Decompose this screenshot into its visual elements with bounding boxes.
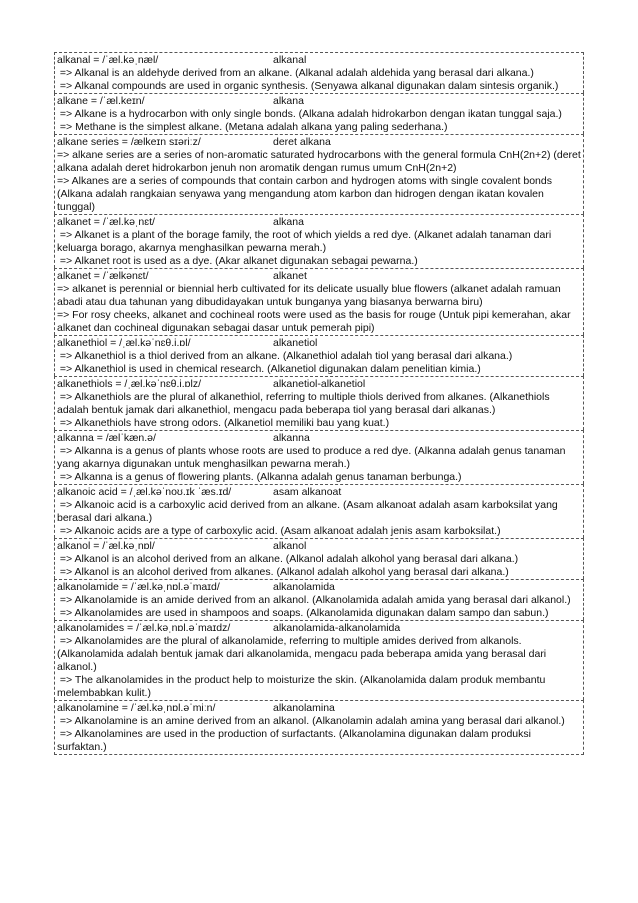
dictionary-entry — [54, 335, 584, 376]
entry-translation: alkanetiol-alkanetiol — [273, 378, 366, 390]
entry-translation: alkanet — [273, 270, 307, 282]
entry-header — [57, 270, 581, 283]
dictionary-entry — [54, 376, 584, 430]
example-sentence: => Alkanethiol is used in chemical research. (Alkanetiol digunakan dalam penelitian kimia.) — [57, 363, 481, 375]
entry-term: alkanal = /ˈæl.kəˌnæl/ — [57, 54, 159, 66]
entry-term: alkanolamides = /ˈæl.kəˌnɒl.əˈmaɪdz/ — [57, 622, 231, 634]
dictionary-entry — [54, 134, 584, 214]
example-sentence: => Methane is the simplest alkane. (Metana adalah alkana yang paling sederhana.) — [57, 121, 448, 133]
example-sentence: => Alkanethiols have strong odors. (Alkanetiol memiliki bau yang kuat.) — [57, 417, 390, 429]
entry-term: alkanet = /ˈæl.kəˌnɛt/ — [57, 216, 155, 228]
entry-translation: alkana — [273, 216, 304, 228]
example-sentence: => Alkanet is a plant of the borage family, the root of which yields a red dye. (Alkanet adalah tanaman dari keluarga borago, akarnya menghasilkan pewarna merah.) — [57, 229, 555, 254]
example-sentence: => Alkanal is an aldehyde derived from an alkane. (Alkanal adalah aldehida yang berasal dari alkana.) — [57, 67, 534, 79]
dictionary-entry — [54, 214, 584, 268]
entry-translation: alkanol — [273, 540, 307, 552]
entry-translation: alkanetiol — [273, 337, 318, 349]
example-sentence: => Alkanoic acid is a carboxylic acid derived from an alkane. (Asam alkanoat adalah asam karboksilat yang berasal dari alkana.) — [57, 499, 561, 524]
entry-term: alkanethiol = /ˌæl.kəˈnɛθ.i.ɒl/ — [57, 337, 191, 349]
entry-term: alkanna = /ælˈkæn.ə/ — [57, 432, 156, 444]
example-sentence: => Alkanolamides are the plural of alkanolamide, referring to multiple amides derived from alkanols. (Alkanolamida adalah bentuk jamak dari alkanolamida, mengacu pada beberapa amida yang berasal dari alkanol.) — [57, 635, 550, 673]
entry-term: alkanet = /ˈælkənɛt/ — [57, 270, 149, 282]
entry-header — [57, 432, 581, 445]
entry-translation: deret alkana — [273, 136, 331, 148]
entry-translation: alkanna — [273, 432, 310, 444]
entry-header — [57, 95, 581, 108]
entry-term: alkanolamide = /ˈæl.kəˌnɒl.əˈmaɪd/ — [57, 581, 220, 593]
example-sentence: => The alkanolamides in the product help to moisturize the skin. (Alkanolamida dalam produk membantu melembabkan kulit.) — [57, 674, 549, 699]
dictionary-entry — [54, 579, 584, 620]
example-sentence: => Alkanolamides are used in shampoos and soaps. (Alkanolamida digunakan dalam sampo dan sabun.) — [57, 607, 549, 619]
example-sentence: => alkane series are a series of non-aromatic saturated hydrocarbons with the general formula CnH(2n+2) (deret alkana adalah deret hidrokarbon jenuh non aromatik dengan rumus umum CnH(2n+2) — [57, 149, 584, 174]
dictionary-entry — [54, 268, 584, 335]
entry-term: alkane series = /ælkeɪn sɪəriːz/ — [57, 136, 201, 148]
entry-translation: alkanolamina — [273, 702, 335, 714]
example-sentence: => Alkanal compounds are used in organic synthesis. (Senyawa alkanal digunakan dalam sintesis organik.) — [57, 80, 559, 92]
entry-translation: alkana — [273, 95, 304, 107]
entry-translation: asam alkanoat — [273, 486, 342, 498]
entry-term: alkanoic acid = /ˌæl.kəˈnoʊ.ɪk ˈæs.ɪd/ — [57, 486, 232, 498]
dictionary-entry — [54, 52, 584, 93]
entry-header — [57, 622, 581, 635]
example-sentence: => Alkanes are a series of compounds that contain carbon and hydrogen atoms with single covalent bonds (Alkana adalah rangkaian senyawa yang mengandung atom karbon dan hidrogen dengan ikatan kovalen tunggal) — [57, 175, 555, 213]
dictionary-entry — [54, 484, 584, 538]
example-sentence: => Alkanol is an alcohol derived from alkanes. (Alkanol adalah alkohol yang berasal dari alkana.) — [57, 566, 509, 578]
example-sentence: => Alkanolamine is an amine derived from an alkanol. (Alkanolamin adalah amina yang berasal dari alkanol.) — [57, 715, 565, 727]
example-sentence: => Alkanethiol is a thiol derived from an alkane. (Alkanethiol adalah tiol yang berasal dari alkana.) — [57, 350, 513, 362]
example-sentence: => Alkanolamide is an amide derived from an alkanol. (Alkanolamida adalah amida yang berasal dari alkanol.) — [57, 594, 571, 606]
entry-header — [57, 702, 581, 715]
entry-term: alkanolamine = /ˈæl.kəˌnɒl.əˈmiːn/ — [57, 702, 216, 714]
dictionary-entry — [54, 700, 584, 755]
entry-header — [57, 486, 581, 499]
entry-header — [57, 136, 581, 149]
entry-header — [57, 337, 581, 350]
entry-translation: alkanolamida-alkanolamida — [273, 622, 401, 634]
example-sentence: => Alkanna is a genus of plants whose roots are used to produce a red dye. (Alkanna adalah genus tanaman yang akarnya digunakan untuk menghasilkan pewarna merah.) — [57, 445, 569, 470]
example-sentence: => Alkanolamines are used in the production of surfactants. (Alkanolamina digunakan dalam produksi surfaktan.) — [57, 728, 534, 753]
example-sentence: => For rosy cheeks, alkanet and cochineal roots were used as the basis for rouge (Untuk pipi kemerahan, akar alkanet dan cochineal digunakan sebagai dasar untuk pemerah pipi) — [57, 309, 574, 334]
entry-translation: alkanolamida — [273, 581, 335, 593]
dictionary-entry — [54, 620, 584, 700]
entry-translation: alkanal — [273, 54, 307, 66]
example-sentence: => Alkanoic acids are a type of carboxylic acid. (Asam alkanoat adalah jenis asam karboksilat.) — [57, 525, 501, 537]
entry-header — [57, 581, 581, 594]
entry-header — [57, 216, 581, 229]
example-sentence: => Alkanethiols are the plural of alkanethiol, referring to multiple thiols derived from alkanes. (Alkanethiols adalah bentuk jamak dari alkanethiol, mengacu pada beberapa tiol yang berasal dari alkanas.) — [57, 391, 553, 416]
dictionary-entry — [54, 93, 584, 134]
entry-header — [57, 378, 581, 391]
dictionary-page — [54, 52, 584, 755]
entry-term: alkanol = /ˈæl.kəˌnɒl/ — [57, 540, 155, 552]
entry-term: alkane = /ˈæl.keɪn/ — [57, 95, 145, 107]
example-sentence: => alkanet is perennial or biennial herb cultivated for its delicate usually blue flowers (alkanet adalah ramuan abadi atau dua tahunan yang dibudidayakan untuk bunganya yang biasanya berwarna biru) — [57, 283, 564, 308]
dictionary-entry — [54, 538, 584, 579]
dictionary-entry — [54, 430, 584, 484]
example-sentence: => Alkanol is an alcohol derived from an alkane. (Alkanol adalah alkohol yang berasal dari alkana.) — [57, 553, 519, 565]
example-sentence: => Alkanet root is used as a dye. (Akar alkanet digunakan sebagai pewarna.) — [57, 255, 418, 267]
entry-term: alkanethiols = /ˌæl.kəˈnɛθ.i.ɒlz/ — [57, 378, 202, 390]
entry-header — [57, 54, 581, 67]
entry-header — [57, 540, 581, 553]
example-sentence: => Alkanna is a genus of flowering plants. (Alkanna adalah genus tanaman berbunga.) — [57, 471, 462, 483]
example-sentence: => Alkane is a hydrocarbon with only single bonds. (Alkana adalah hidrokarbon dengan ikatan tunggal saja.) — [57, 108, 562, 120]
